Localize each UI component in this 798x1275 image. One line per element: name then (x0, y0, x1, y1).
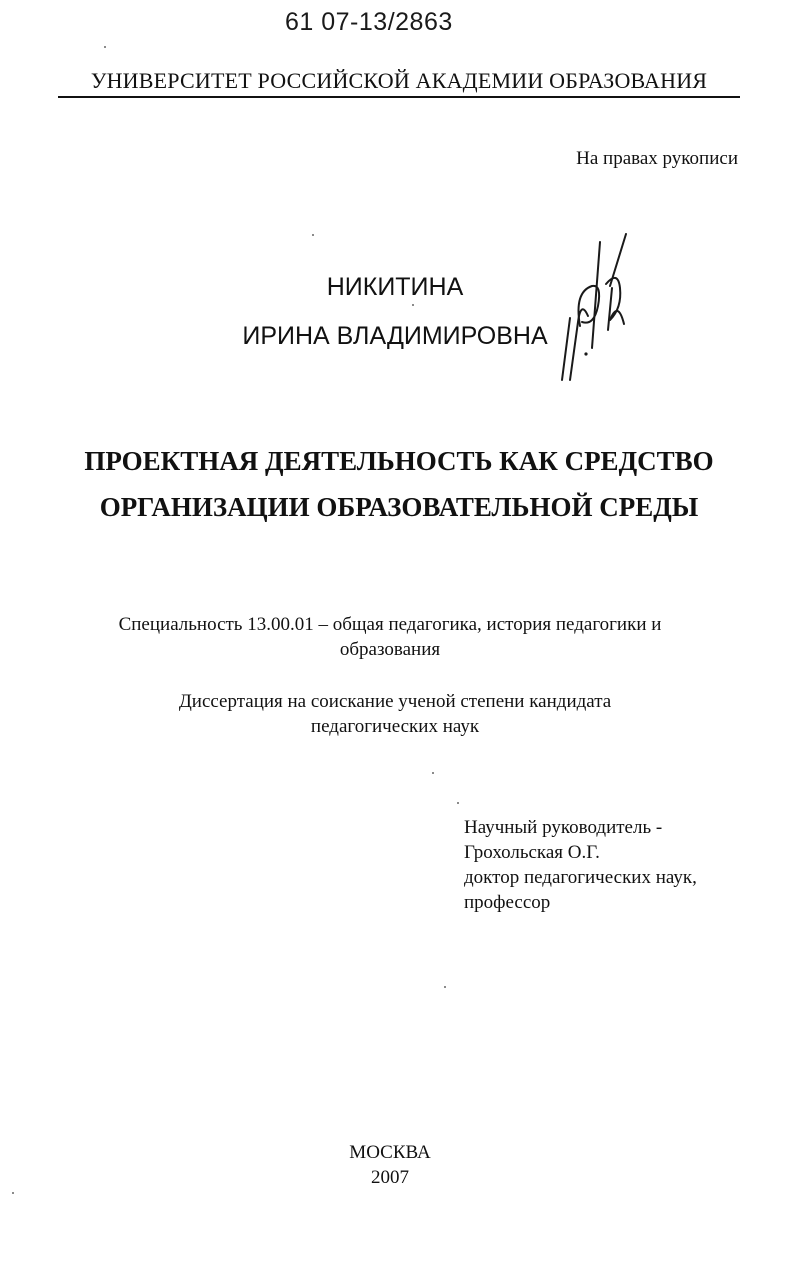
author-surname: НИКИТИНА (326, 273, 464, 301)
title-line-2: ОРГАНИЗАЦИИ ОБРАЗОВАТЕЛЬНОЙ СРЕДЫ (99, 492, 699, 522)
scan-speck (104, 46, 106, 48)
handwritten-signature (548, 230, 638, 390)
scan-speck (412, 304, 414, 306)
place-and-year (0, 1140, 780, 1190)
specialty-line-2: образования (339, 639, 441, 660)
year: 2007 (371, 1167, 409, 1188)
specialty-line-1: Специальность 13.00.01 – общая педагогика, история педагогики и (118, 614, 662, 635)
scan-speck (457, 802, 459, 804)
archive-stamp-number: 61 07-13/2863 (285, 8, 453, 36)
header-divider (58, 96, 740, 98)
rights-notice: На правах рукописи (576, 148, 738, 169)
scan-speck (12, 1192, 14, 1194)
supervisor-name: Грохольская О.Г. (464, 842, 600, 863)
dissertation-title (0, 438, 798, 530)
scan-speck (432, 772, 434, 774)
city: МОСКВА (349, 1142, 431, 1163)
supervisor-rank: профессор (464, 892, 551, 913)
scan-speck (312, 234, 314, 236)
scan-speck (444, 986, 446, 988)
supervisor-block (464, 815, 697, 915)
specialty-block (70, 612, 710, 662)
university-name: УНИВЕРСИТЕТ РОССИЙСКОЙ АКАДЕМИИ ОБРАЗОВАНИЯ (90, 68, 708, 93)
degree-block (100, 689, 690, 739)
supervisor-degree: доктор педагогических наук, (464, 867, 697, 888)
supervisor-role: Научный руководитель - (464, 817, 663, 838)
author-given-names: ИРИНА ВЛАДИМИРОВНА (242, 322, 548, 350)
degree-line-1: Диссертация на соискание ученой степени кандидата (178, 691, 612, 712)
title-line-1: ПРОЕКТНАЯ ДЕЯТЕЛЬНОСТЬ КАК СРЕДСТВО (84, 446, 714, 476)
degree-line-2: педагогических наук (310, 716, 480, 737)
